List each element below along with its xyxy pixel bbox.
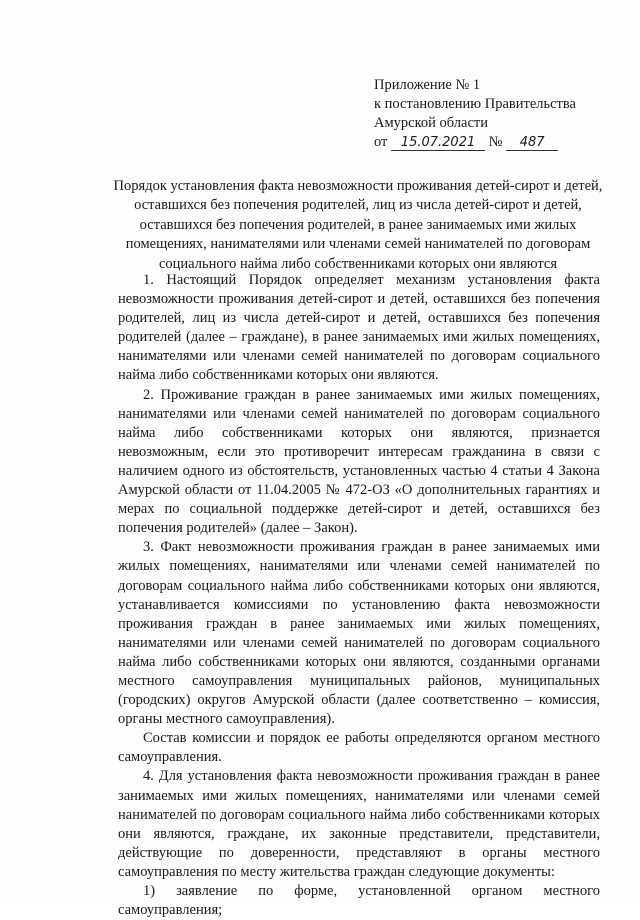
number-prefix: № (488, 134, 503, 150)
appendix-resolution: к постановлению Правительства (374, 96, 576, 112)
handwritten-date: 15.07.2021 (391, 136, 485, 151)
appendix-header (374, 76, 624, 152)
paragraph-4: 4. Для установления факта невозможности проживания граждан в ранее занимаемых ими жилых помещениях, нанимателями или членами семей нанимателей по договорам социального найма либо собственниками которых они являются, граждане, их законные представители, представители, действующие по доверенности, представляют в органы местного самоуправления по месту жительства граждан следующие документы: (118, 768, 600, 880)
document-title: Порядок установления факта невозможности проживания детей-сирот и детей, оставшихся без попечения родителей, лиц из числа детей-сирот и детей, оставшихся без попечения родителей, в ранее занимаемых ими жилых помещениях, нанимателями или членами семей нанимателей по договорам социального найма либо собственниками которых они являются (113, 178, 603, 272)
appendix-number: Приложение № 1 (374, 77, 481, 93)
paragraph-3-note: Состав комиссии и порядок ее работы определяются органом местного самоуправления. (118, 730, 600, 766)
paragraph-3: 3. Факт невозможности проживания граждан в ранее занимаемых ими жилых помещениях, нанимателями или членами семей нанимателей по договорам социального найма либо собственниками которых они являются, устанавливается комиссиями по установлению факта невозможности проживания граждан в ранее занимаемых ими жилых помещениях, нанимателями или членами семей нанимателей по договорам социального найма либо собственниками которых они являются, созданными органами местного самоуправления муниципальных районов, муниципальных (городских) округов Амурской области (далее соответственно – комиссия, органы местного самоуправления). (118, 539, 600, 728)
paragraph-2: 2. Проживание граждан в ранее занимаемых ими жилых помещениях, нанимателями или членами семей нанимателей по договорам социального найма либо собственниками которых они являются, признается невозможным, если это противоречит интересам гражданина в связи с наличием одного из обстоятельств, установленных частью 4 статьи 4 Закона Амурской области от 11.04.2005 № 472-ОЗ «О дополнительных гарантиях и мерах по социальной поддержке детей-сирот и детей, оставшихся без попечения родителей» (далее – Закон). (118, 386, 600, 537)
appendix-region: Амурской области (374, 115, 488, 131)
paragraph-1: 1. Настоящий Порядок определяет механизм установления факта невозможности проживания детей-сирот и детей, оставшихся без попечения родителей, лиц из числа детей-сирот и детей, оставшихся без попечения родителей (далее – граждане), в ранее занимаемых ими жилых помещениях, нанимателями или членами семей нанимателей по договорам социального найма либо собственниками которых они являются. (118, 272, 600, 384)
appendix-date-line (374, 133, 624, 152)
date-prefix: от (374, 134, 388, 150)
handwritten-number: 487 (506, 136, 558, 151)
document-body (118, 271, 600, 920)
paragraph-4-item-1: 1) заявление по форме, установленной органом местного самоуправления; (118, 883, 600, 919)
